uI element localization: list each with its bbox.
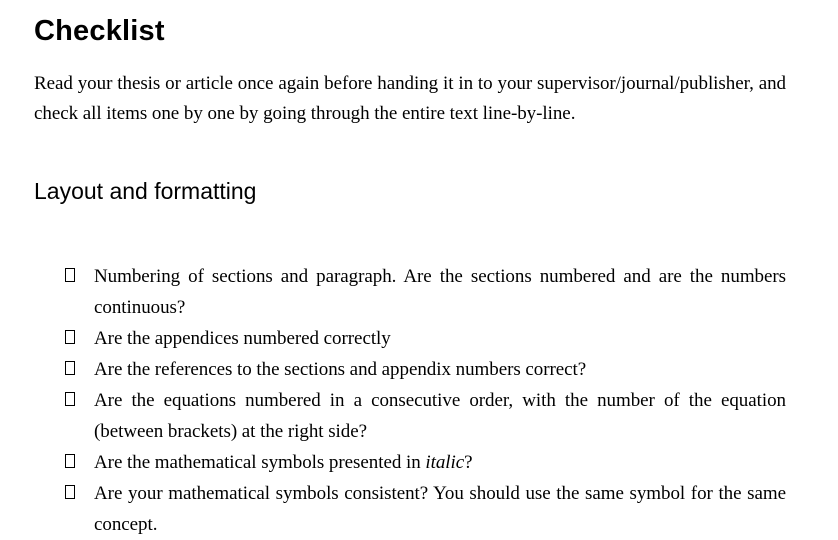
empty-checkbox-icon[interactable] [65,330,75,344]
document-page [34,12,786,540]
checklist-item [34,447,786,478]
checklist-item-text: Are the appendices numbered correctly [94,328,391,349]
checklist-item-text-prefix: Are the mathematical symbols presented in [94,452,426,473]
empty-checkbox-icon[interactable] [65,485,75,499]
checklist-item [34,261,786,323]
empty-checkbox-icon[interactable] [65,268,75,282]
empty-checkbox-icon[interactable] [65,454,75,468]
intro-paragraph: Read your thesis or article once again before handing it in to your supervisor/journal/publisher, and check all items one by one by going through the entire text line-by-line. [34,73,786,124]
checklist [34,261,786,540]
checklist-item-text: Numbering of sections and paragraph. Are the sections numbered and are the numbers continuous? [94,266,786,318]
empty-checkbox-icon[interactable] [65,361,75,375]
section-heading: Layout and formatting [34,178,257,204]
page-title: Checklist [34,15,165,47]
checklist-item-text-suffix: ? [464,452,473,473]
empty-checkbox-icon[interactable] [65,392,75,406]
checklist-item-text: Are your mathematical symbols consistent? You should use the same symbol for the same concept. [94,483,786,535]
italic-emphasis: italic [425,452,465,473]
checklist-item [34,323,786,354]
checklist-item [34,385,786,447]
checklist-item-text: Are the references to the sections and appendix numbers correct? [94,359,587,380]
checklist-item [34,354,786,385]
checklist-item [34,478,786,540]
checklist-item-text: Are the equations numbered in a consecutive order, with the number of the equation (between brackets) at the right side? [94,390,786,442]
